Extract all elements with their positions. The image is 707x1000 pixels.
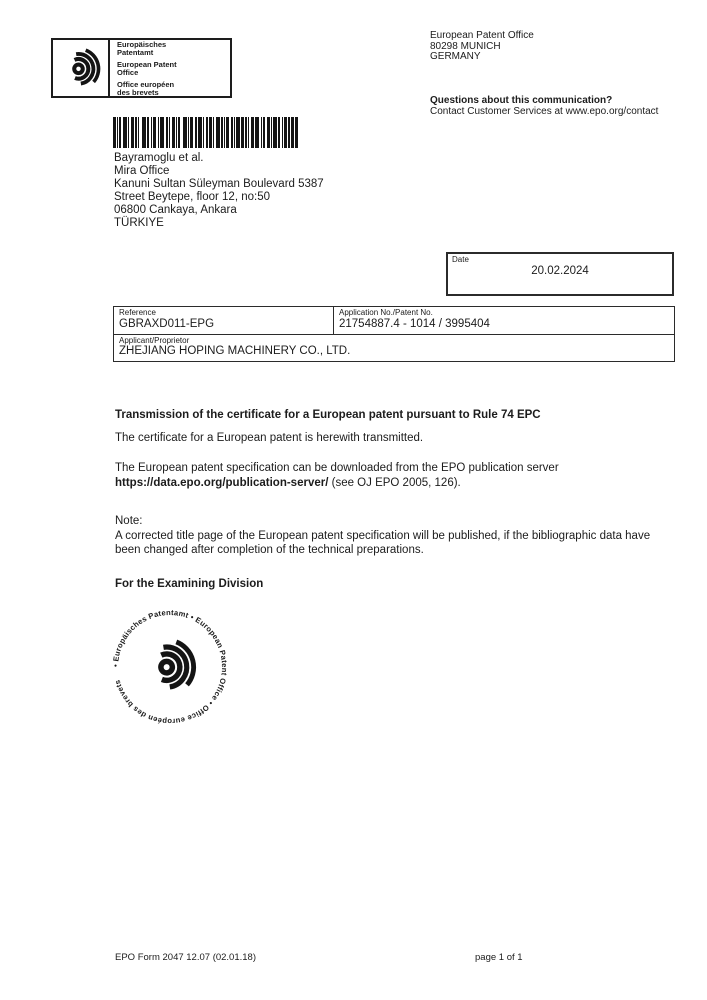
recipient-line: 06800 Cankaya, Ankara — [114, 204, 237, 216]
reference-value: GBRAXD011-EPG — [119, 317, 215, 330]
epo-logo-box — [51, 38, 232, 98]
download-text: The European patent specification can be downloaded from the EPO publication server — [115, 462, 559, 474]
letter-paragraph-download — [115, 461, 675, 490]
letter-paragraph-transmitted: The certificate for a European patent is herewith transmitted. — [115, 432, 424, 444]
questions-contact: Contact Customer Services at www.epo.org/contact — [430, 106, 659, 117]
epo-swirl-icon — [53, 40, 108, 96]
publication-server-url: https://data.epo.org/publication-server/ — [115, 476, 329, 489]
recipient-line: Bayramoglu et al. — [114, 152, 204, 164]
note-text: A corrected title page of the European patent specification will be published, if the bibliographic data have been changed after completion of the technical preparations. — [115, 529, 651, 556]
letter-note — [115, 514, 673, 558]
application-number-label: Application No./Patent No. — [339, 308, 433, 317]
epo-stamp — [103, 600, 237, 734]
recipient-address — [114, 152, 324, 230]
application-number-value: 21754887.4 - 1014 / 3995404 — [339, 317, 490, 330]
questions-block — [430, 95, 658, 117]
questions-heading: Questions about this communication? — [430, 95, 613, 106]
page-number: page 1 of 1 — [475, 952, 523, 963]
office-address-line: 80298 MUNICH — [430, 40, 501, 52]
date-value: 20.02.2024 — [531, 265, 589, 277]
reference-label: Reference — [119, 308, 156, 317]
date-label: Date — [452, 255, 469, 264]
application-number-cell — [334, 307, 674, 334]
form-identifier: EPO Form 2047 12.07 (02.01.18) — [115, 952, 256, 963]
date-box — [446, 252, 674, 296]
logo-line-french: Office européen des brevets — [117, 79, 175, 97]
stamp-swirl-icon — [154, 639, 198, 690]
recipient-line: Mira Office — [114, 165, 170, 177]
recipient-line: Kanuni Sultan Süleyman Boulevard 5387 — [114, 178, 324, 190]
reference-cell — [114, 307, 334, 334]
recipient-line: TÜRKIYE — [114, 217, 164, 229]
office-address-line: GERMANY — [430, 51, 481, 62]
applicant-value: ZHEJIANG HOPING MACHINERY CO., LTD. — [119, 345, 351, 357]
office-address — [430, 31, 534, 63]
office-address-line: European Patent Office — [430, 30, 534, 41]
note-label: Note: — [115, 515, 143, 527]
examining-division-signoff: For the Examining Division — [115, 578, 264, 590]
oj-epo-reference: (see OJ EPO 2005, 126). — [328, 476, 461, 489]
recipient-line: Street Beytepe, floor 12, no:50 — [114, 191, 270, 203]
applicant-label: Applicant/Proprietor — [119, 335, 190, 345]
reference-table-row — [114, 307, 674, 335]
reference-table — [113, 306, 675, 362]
stamp-ring-text: • Europäisches Patentamt • European Patent Office • Office européen des brevets — [110, 607, 230, 727]
letter-subject: Transmission of the certificate for a European patent pursuant to Rule 74 EPC — [115, 409, 541, 421]
barcode — [113, 117, 299, 148]
logo-line-german: Europäisches Patentamt — [117, 39, 167, 57]
epo-logo-text — [110, 40, 230, 96]
applicant-cell — [114, 335, 674, 362]
logo-line-english: European Patent Office — [117, 59, 177, 77]
